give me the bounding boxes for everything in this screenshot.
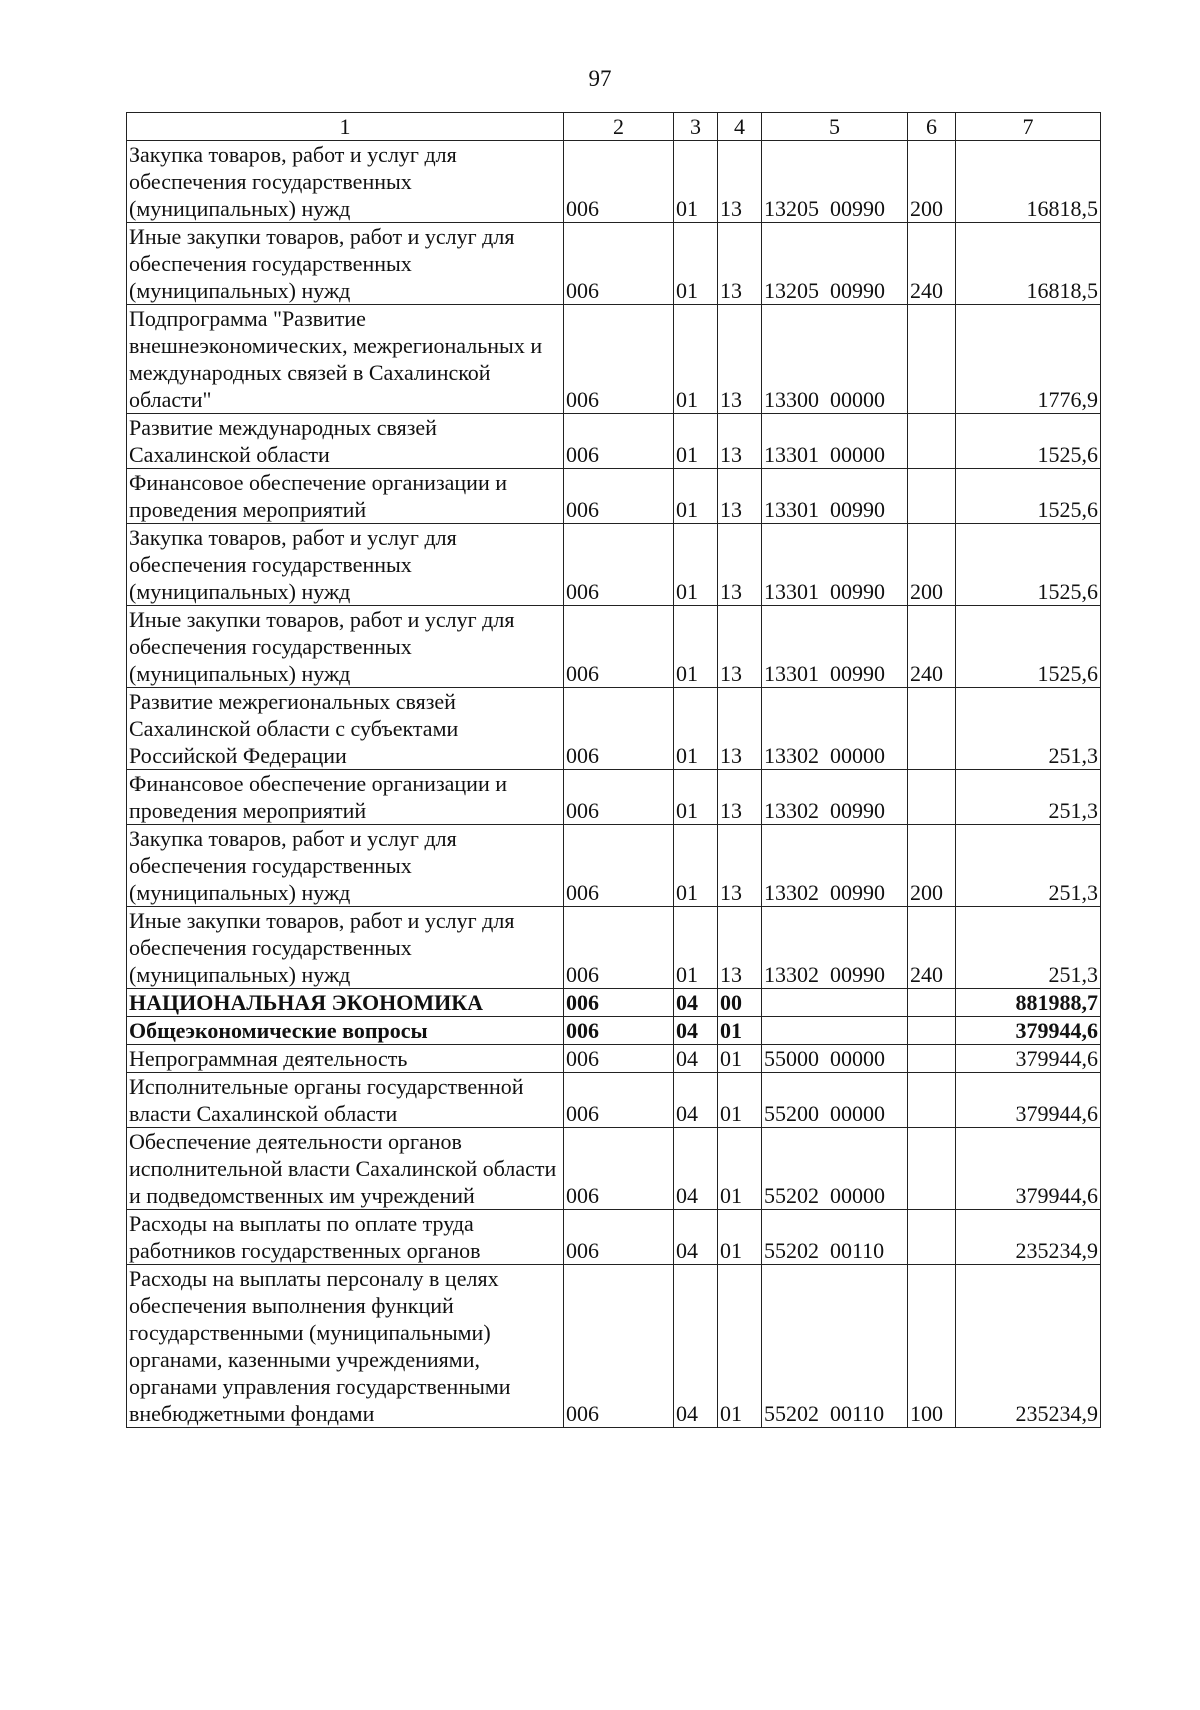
admin-code-cell: 006 — [564, 469, 674, 524]
subsection-cell: 01 — [718, 1017, 762, 1045]
amount-cell: 16818,5 — [956, 141, 1101, 223]
budget-table — [126, 112, 1101, 1428]
subsection-cell: 13 — [718, 305, 762, 414]
budget-table-body — [127, 113, 1101, 1428]
amount-cell: 1525,6 — [956, 469, 1101, 524]
amount-cell: 251,3 — [956, 770, 1101, 825]
amount-cell: 16818,5 — [956, 223, 1101, 305]
header-cell-3: 3 — [674, 113, 718, 141]
table-row — [127, 1128, 1101, 1210]
subsection-cell: 00 — [718, 989, 762, 1017]
table-row — [127, 688, 1101, 770]
amount-cell: 235234,9 — [956, 1210, 1101, 1265]
target-article-cell: 55202 00110 — [762, 1265, 908, 1428]
table-row — [127, 1210, 1101, 1265]
item-name-cell: Обеспечение деятельности органов исполнительной власти Сахалинской области и подведомственных им учреждений — [127, 1128, 564, 1210]
table-row — [127, 1073, 1101, 1128]
table-row — [127, 524, 1101, 606]
amount-cell: 1525,6 — [956, 606, 1101, 688]
target-article-cell: 13301 00990 — [762, 524, 908, 606]
admin-code-cell: 006 — [564, 305, 674, 414]
header-row — [127, 113, 1101, 141]
header-cell-5: 5 — [762, 113, 908, 141]
admin-code-cell: 006 — [564, 414, 674, 469]
subsection-cell: 01 — [718, 1073, 762, 1128]
table-row — [127, 989, 1101, 1017]
admin-code-cell: 006 — [564, 825, 674, 907]
expense-type-cell — [908, 1045, 956, 1073]
target-article-cell: 13302 00990 — [762, 907, 908, 989]
table-row — [127, 141, 1101, 223]
section-cell: 04 — [674, 1210, 718, 1265]
target-article-cell: 13301 00000 — [762, 414, 908, 469]
item-name-cell: Закупка товаров, работ и услуг для обеспечения государственных (муниципальных) нужд — [127, 141, 564, 223]
expense-type-cell — [908, 1017, 956, 1045]
target-article-cell: 13205 00990 — [762, 141, 908, 223]
section-cell: 04 — [674, 1017, 718, 1045]
admin-code-cell: 006 — [564, 223, 674, 305]
expense-type-cell — [908, 305, 956, 414]
target-article-cell: 13302 00990 — [762, 825, 908, 907]
section-cell: 04 — [674, 989, 718, 1017]
header-cell-2: 2 — [564, 113, 674, 141]
expense-type-cell: 100 — [908, 1265, 956, 1428]
section-cell: 01 — [674, 907, 718, 989]
header-cell-6: 6 — [908, 113, 956, 141]
item-name-cell: Закупка товаров, работ и услуг для обеспечения государственных (муниципальных) нужд — [127, 825, 564, 907]
amount-cell: 881988,7 — [956, 989, 1101, 1017]
subsection-cell: 13 — [718, 414, 762, 469]
expense-type-cell: 240 — [908, 606, 956, 688]
expense-type-cell: 240 — [908, 907, 956, 989]
section-cell: 01 — [674, 825, 718, 907]
table-row — [127, 606, 1101, 688]
admin-code-cell: 006 — [564, 989, 674, 1017]
section-cell: 01 — [674, 524, 718, 606]
amount-cell: 235234,9 — [956, 1265, 1101, 1428]
amount-cell: 1525,6 — [956, 414, 1101, 469]
item-name-cell: Расходы на выплаты по оплате труда работников государственных органов — [127, 1210, 564, 1265]
amount-cell: 379944,6 — [956, 1045, 1101, 1073]
section-cell: 01 — [674, 606, 718, 688]
item-name-cell: Финансовое обеспечение организации и проведения мероприятий — [127, 469, 564, 524]
section-cell: 01 — [674, 305, 718, 414]
section-cell: 01 — [674, 414, 718, 469]
item-name-cell: НАЦИОНАЛЬНАЯ ЭКОНОМИКА — [127, 989, 564, 1017]
item-name-cell: Развитие международных связей Сахалинской области — [127, 414, 564, 469]
admin-code-cell: 006 — [564, 1210, 674, 1265]
target-article-cell — [762, 1017, 908, 1045]
table-row — [127, 1265, 1101, 1428]
item-name-cell: Иные закупки товаров, работ и услуг для обеспечения государственных (муниципальных) нужд — [127, 606, 564, 688]
item-name-cell: Закупка товаров, работ и услуг для обеспечения государственных (муниципальных) нужд — [127, 524, 564, 606]
subsection-cell: 01 — [718, 1128, 762, 1210]
subsection-cell: 01 — [718, 1045, 762, 1073]
subsection-cell: 01 — [718, 1210, 762, 1265]
item-name-cell: Развитие межрегиональных связей Сахалинской области с субъектами Российской Федерации — [127, 688, 564, 770]
admin-code-cell: 006 — [564, 770, 674, 825]
target-article-cell: 13301 00990 — [762, 469, 908, 524]
target-article-cell: 55202 00000 — [762, 1128, 908, 1210]
section-cell: 04 — [674, 1128, 718, 1210]
table-row — [127, 223, 1101, 305]
item-name-cell: Расходы на выплаты персоналу в целях обеспечения выполнения функций государственными (муниципальными) органами, казенными учреждениями, органами управления государственными внебюджетными фондами — [127, 1265, 564, 1428]
admin-code-cell: 006 — [564, 524, 674, 606]
admin-code-cell: 006 — [564, 1045, 674, 1073]
target-article-cell: 13302 00000 — [762, 688, 908, 770]
admin-code-cell: 006 — [564, 1265, 674, 1428]
table-row — [127, 1045, 1101, 1073]
section-cell: 04 — [674, 1073, 718, 1128]
target-article-cell: 55000 00000 — [762, 1045, 908, 1073]
header-cell-7: 7 — [956, 113, 1101, 141]
section-cell: 04 — [674, 1045, 718, 1073]
subsection-cell: 13 — [718, 606, 762, 688]
subsection-cell: 01 — [718, 1265, 762, 1428]
item-name-cell: Общеэкономические вопросы — [127, 1017, 564, 1045]
target-article-cell: 55200 00000 — [762, 1073, 908, 1128]
header-cell-1: 1 — [127, 113, 564, 141]
table-row — [127, 305, 1101, 414]
expense-type-cell — [908, 688, 956, 770]
table-row — [127, 907, 1101, 989]
subsection-cell: 13 — [718, 469, 762, 524]
admin-code-cell: 006 — [564, 1017, 674, 1045]
item-name-cell: Иные закупки товаров, работ и услуг для обеспечения государственных (муниципальных) нужд — [127, 907, 564, 989]
admin-code-cell: 006 — [564, 1128, 674, 1210]
expense-type-cell — [908, 414, 956, 469]
section-cell: 01 — [674, 141, 718, 223]
table-row — [127, 825, 1101, 907]
amount-cell: 1525,6 — [956, 524, 1101, 606]
table-row — [127, 770, 1101, 825]
expense-type-cell — [908, 469, 956, 524]
subsection-cell: 13 — [718, 770, 762, 825]
admin-code-cell: 006 — [564, 688, 674, 770]
item-name-cell: Финансовое обеспечение организации и проведения мероприятий — [127, 770, 564, 825]
section-cell: 04 — [674, 1265, 718, 1428]
expense-type-cell — [908, 1073, 956, 1128]
table-row — [127, 469, 1101, 524]
expense-type-cell: 200 — [908, 524, 956, 606]
target-article-cell: 13302 00990 — [762, 770, 908, 825]
expense-type-cell: 200 — [908, 825, 956, 907]
amount-cell: 1776,9 — [956, 305, 1101, 414]
expense-type-cell: 200 — [908, 141, 956, 223]
expense-type-cell — [908, 770, 956, 825]
header-cell-4: 4 — [718, 113, 762, 141]
admin-code-cell: 006 — [564, 1073, 674, 1128]
admin-code-cell: 006 — [564, 606, 674, 688]
subsection-cell: 13 — [718, 141, 762, 223]
expense-type-cell — [908, 1210, 956, 1265]
expense-type-cell — [908, 1128, 956, 1210]
admin-code-cell: 006 — [564, 907, 674, 989]
amount-cell: 379944,6 — [956, 1073, 1101, 1128]
expense-type-cell — [908, 989, 956, 1017]
subsection-cell: 13 — [718, 688, 762, 770]
amount-cell: 379944,6 — [956, 1017, 1101, 1045]
target-article-cell: 55202 00110 — [762, 1210, 908, 1265]
target-article-cell: 13300 00000 — [762, 305, 908, 414]
target-article-cell: 13301 00990 — [762, 606, 908, 688]
target-article-cell: 13205 00990 — [762, 223, 908, 305]
subsection-cell: 13 — [718, 524, 762, 606]
admin-code-cell: 006 — [564, 141, 674, 223]
page-number: 97 — [588, 66, 612, 91]
target-article-cell — [762, 989, 908, 1017]
amount-cell: 251,3 — [956, 688, 1101, 770]
amount-cell: 251,3 — [956, 825, 1101, 907]
table-row — [127, 1017, 1101, 1045]
subsection-cell: 13 — [718, 825, 762, 907]
section-cell: 01 — [674, 469, 718, 524]
section-cell: 01 — [674, 688, 718, 770]
section-cell: 01 — [674, 223, 718, 305]
subsection-cell: 13 — [718, 223, 762, 305]
amount-cell: 379944,6 — [956, 1128, 1101, 1210]
expense-type-cell: 240 — [908, 223, 956, 305]
section-cell: 01 — [674, 770, 718, 825]
item-name-cell: Исполнительные органы государственной власти Сахалинской области — [127, 1073, 564, 1128]
item-name-cell: Подпрограмма "Развитие внешнеэкономических, межрегиональных и международных связей в Сахалинской области" — [127, 305, 564, 414]
amount-cell: 251,3 — [956, 907, 1101, 989]
subsection-cell: 13 — [718, 907, 762, 989]
item-name-cell: Непрограммная деятельность — [127, 1045, 564, 1073]
item-name-cell: Иные закупки товаров, работ и услуг для обеспечения государственных (муниципальных) нужд — [127, 223, 564, 305]
table-row — [127, 414, 1101, 469]
